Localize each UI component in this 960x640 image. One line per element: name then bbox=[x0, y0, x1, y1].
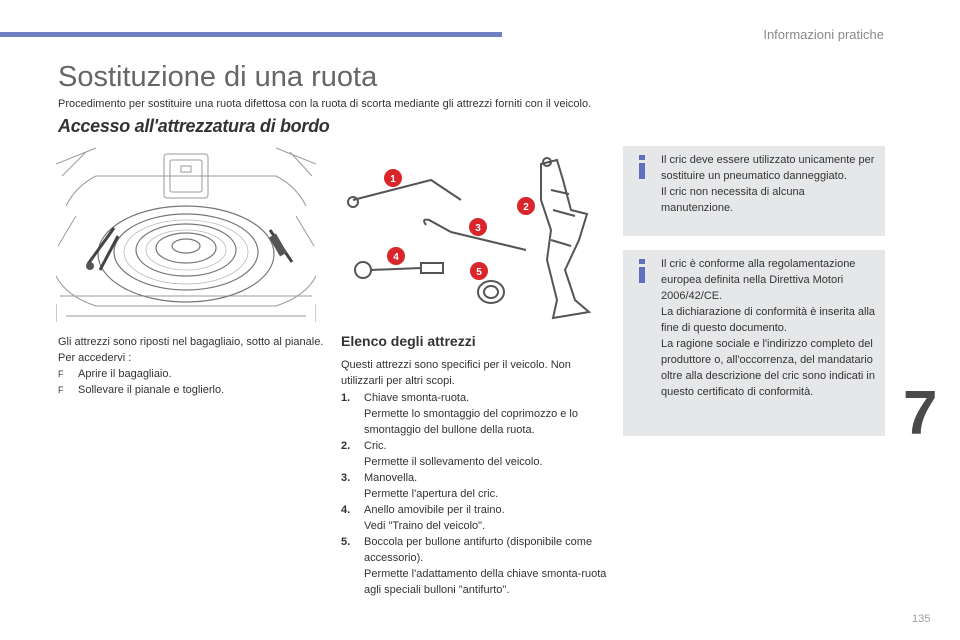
callout-3: 3 bbox=[475, 223, 481, 234]
info-icon bbox=[634, 259, 650, 283]
bullet-icon: F bbox=[58, 369, 64, 379]
callout-1: 1 bbox=[390, 174, 396, 185]
tools-list bbox=[341, 390, 609, 598]
trunk-step-2: F Sollevare il pianale e toglierlo. bbox=[58, 384, 225, 396]
tools-illustration bbox=[341, 150, 603, 325]
trunk-intro: Gli attrezzi sono riposti nel bagagliaio, sotto al pianale. bbox=[58, 336, 324, 348]
callout-5: 5 bbox=[476, 267, 482, 278]
list-item: 2. Cric. Permette il sollevamento del veicolo. bbox=[341, 440, 543, 468]
list-item: 1. Chiave smonta-ruota. Permette lo smontaggio del coprimozzo e lo smontaggio del bullone della ruota. bbox=[341, 392, 578, 436]
section-title: Informazioni pratiche bbox=[763, 27, 884, 42]
info-icon bbox=[634, 155, 650, 179]
list-item: 5. Boccola per bullone antifurto (disponibile come accessorio). Permette l'adattamento della chiave smonta-ruota agli speciali bulloni "antifurto". bbox=[341, 536, 607, 596]
list-item: 4. Anello amovibile per il traino. Vedi "Traino del veicolo". bbox=[341, 504, 505, 532]
trunk-instructions bbox=[58, 334, 326, 398]
tools-list-intro: Questi attrezzi sono specifici per il veicolo. Non utilizzarli per altri scopi. bbox=[341, 359, 571, 387]
info-box-jack-usage: Il cric deve essere utilizzato unicamente per sostituire un pneumatico danneggiato. Il cric non necessita di alcuna manutenzione. bbox=[623, 146, 885, 236]
tools-list-title: Elenco degli attrezzi bbox=[341, 333, 476, 349]
list-item: 3. Manovella. Permette l'apertura del cric. bbox=[341, 472, 499, 500]
trunk-step-1: F Aprire il bagagliaio. bbox=[58, 368, 172, 380]
section-heading: Accesso all'attrezzatura di bordo bbox=[58, 116, 330, 136]
bullet-icon: F bbox=[58, 385, 64, 395]
info-box-jack-compliance: Il cric è conforme alla regolamentazione europea definita nella Direttiva Motori 2006/42/CE. La dichiarazione di conformità è inserita alla fine di questo documento. La ragione sociale e l'indirizzo completo del produttore o, all'occorrenza, del mandatario oltre alla descrizione del cric sono indicati in questo certificato di conformità. bbox=[623, 250, 885, 436]
page-subtitle: Procedimento per sostituire una ruota difettosa con la ruota di scorta mediante gli attrezzi forniti con il veicolo. bbox=[58, 98, 592, 110]
header-accent-bar bbox=[0, 32, 502, 37]
chapter-number: 7 bbox=[903, 379, 938, 448]
callout-2: 2 bbox=[523, 202, 529, 213]
trunk-illustration bbox=[56, 146, 316, 322]
page-number: 135 bbox=[912, 613, 931, 625]
callout-4: 4 bbox=[393, 252, 399, 263]
trunk-access: Per accedervi : bbox=[58, 352, 132, 364]
page-title: Sostituzione di una ruota bbox=[58, 61, 378, 93]
